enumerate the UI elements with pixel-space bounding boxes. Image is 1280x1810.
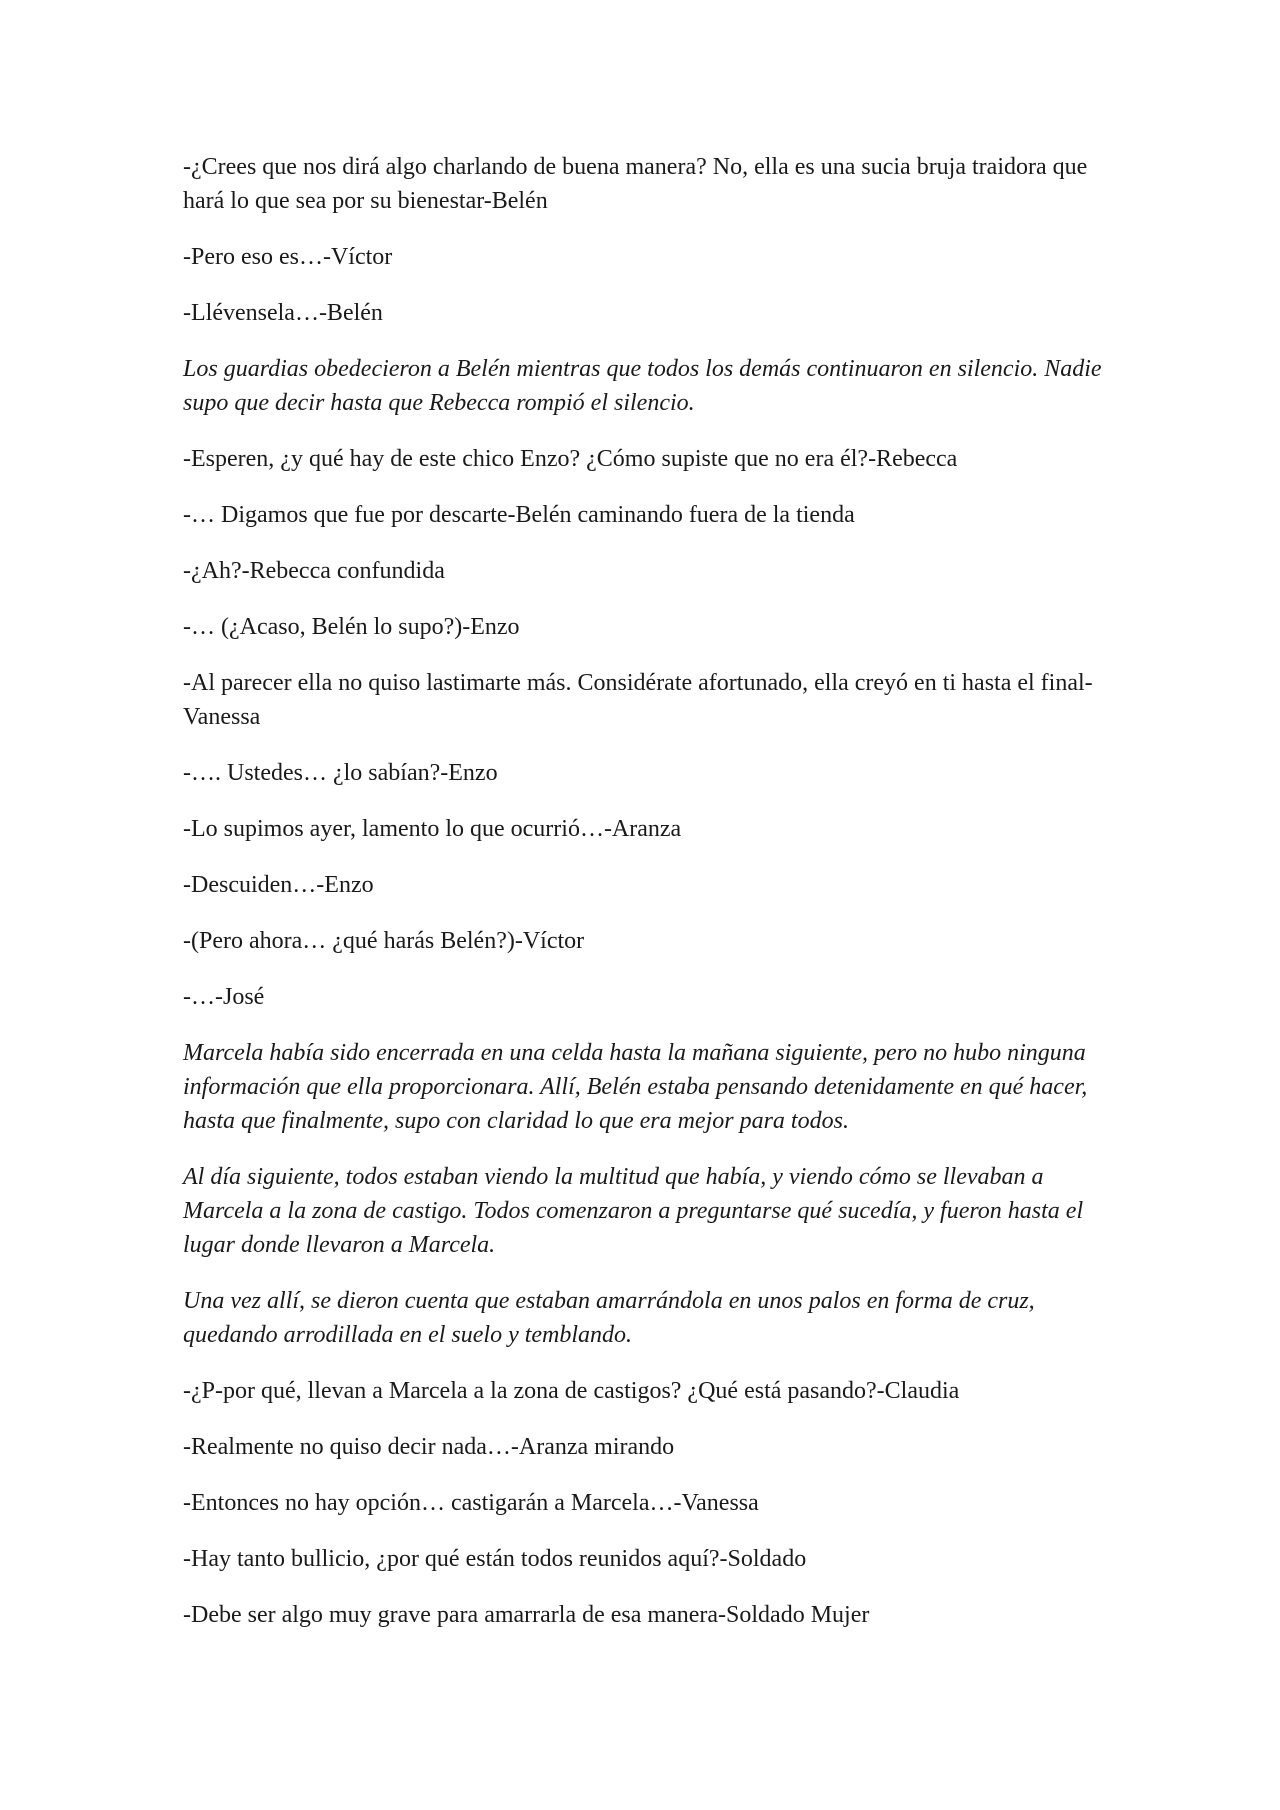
dialogue-line: -¿P-por qué, llevan a Marcela a la zona de castigos? ¿Qué está pasando?-Claudia [183, 1378, 960, 1404]
dialogue-line: -…. Ustedes… ¿lo sabían?-Enzo [183, 760, 498, 786]
narration-paragraph: Una vez allí, se dieron cuenta que estaban amarrándola en unos palos en forma de cruz, quedando arrodillada en el suelo y temblando. [183, 1288, 1035, 1348]
dialogue-line: -Realmente no quiso decir nada…-Aranza mirando [183, 1434, 675, 1460]
dialogue-line: -…-José [183, 984, 265, 1010]
narration-paragraph: Marcela había sido encerrada en una celda hasta la mañana siguiente, pero no hubo ninguna información que ella proporcionara. Allí, Belén estaba pensando detenidamente en qué hacer, hasta que finalmente, supo con claridad lo que era mejor para todos. [183, 1040, 1088, 1134]
dialogue-line: -Lo supimos ayer, lamento lo que ocurrió…-Aranza [183, 816, 682, 842]
dialogue-line: -Entonces no hay opción… castigarán a Marcela…-Vanessa [183, 1490, 759, 1516]
narration-paragraph: Los guardias obedecieron a Belén mientras que todos los demás continuaron en silencio. Nadie supo que decir hasta que Rebecca rompió el silencio. [183, 356, 1102, 416]
dialogue-line: -Descuiden…-Enzo [183, 872, 374, 898]
dialogue-line: -Debe ser algo muy grave para amarrarla de esa manera-Soldado Mujer [183, 1602, 870, 1628]
dialogue-line: -Hay tanto bullicio, ¿por qué están todos reunidos aquí?-Soldado [183, 1546, 807, 1572]
dialogue-line: -… (¿Acaso, Belén lo supo?)-Enzo [183, 614, 520, 640]
dialogue-line: -¿Crees que nos dirá algo charlando de buena manera? No, ella es una sucia bruja traidora que hará lo que sea por su bienestar-Belén [183, 154, 1088, 214]
dialogue-line: -Al parecer ella no quiso lastimarte más. Considérate afortunado, ella creyó en ti hasta el final-Vanessa [183, 670, 1093, 730]
dialogue-line: -Pero eso es…-Víctor [183, 244, 393, 270]
document-body [183, 150, 1103, 1654]
dialogue-line: -Llévensela…-Belén [183, 300, 383, 326]
dialogue-line: -¿Ah?-Rebecca confundida [183, 558, 445, 584]
dialogue-line: -(Pero ahora… ¿qué harás Belén?)-Víctor [183, 928, 585, 954]
dialogue-line: -… Digamos que fue por descarte-Belén caminando fuera de la tienda [183, 502, 855, 528]
narration-paragraph: Al día siguiente, todos estaban viendo la multitud que había, y viendo cómo se llevaban a Marcela a la zona de castigo. Todos comenzaron a preguntarse qué sucedía, y fueron hasta el lugar donde llevaron a Marcela. [183, 1164, 1084, 1258]
dialogue-line: -Esperen, ¿y qué hay de este chico Enzo? ¿Cómo supiste que no era él?-Rebecca [183, 446, 958, 472]
